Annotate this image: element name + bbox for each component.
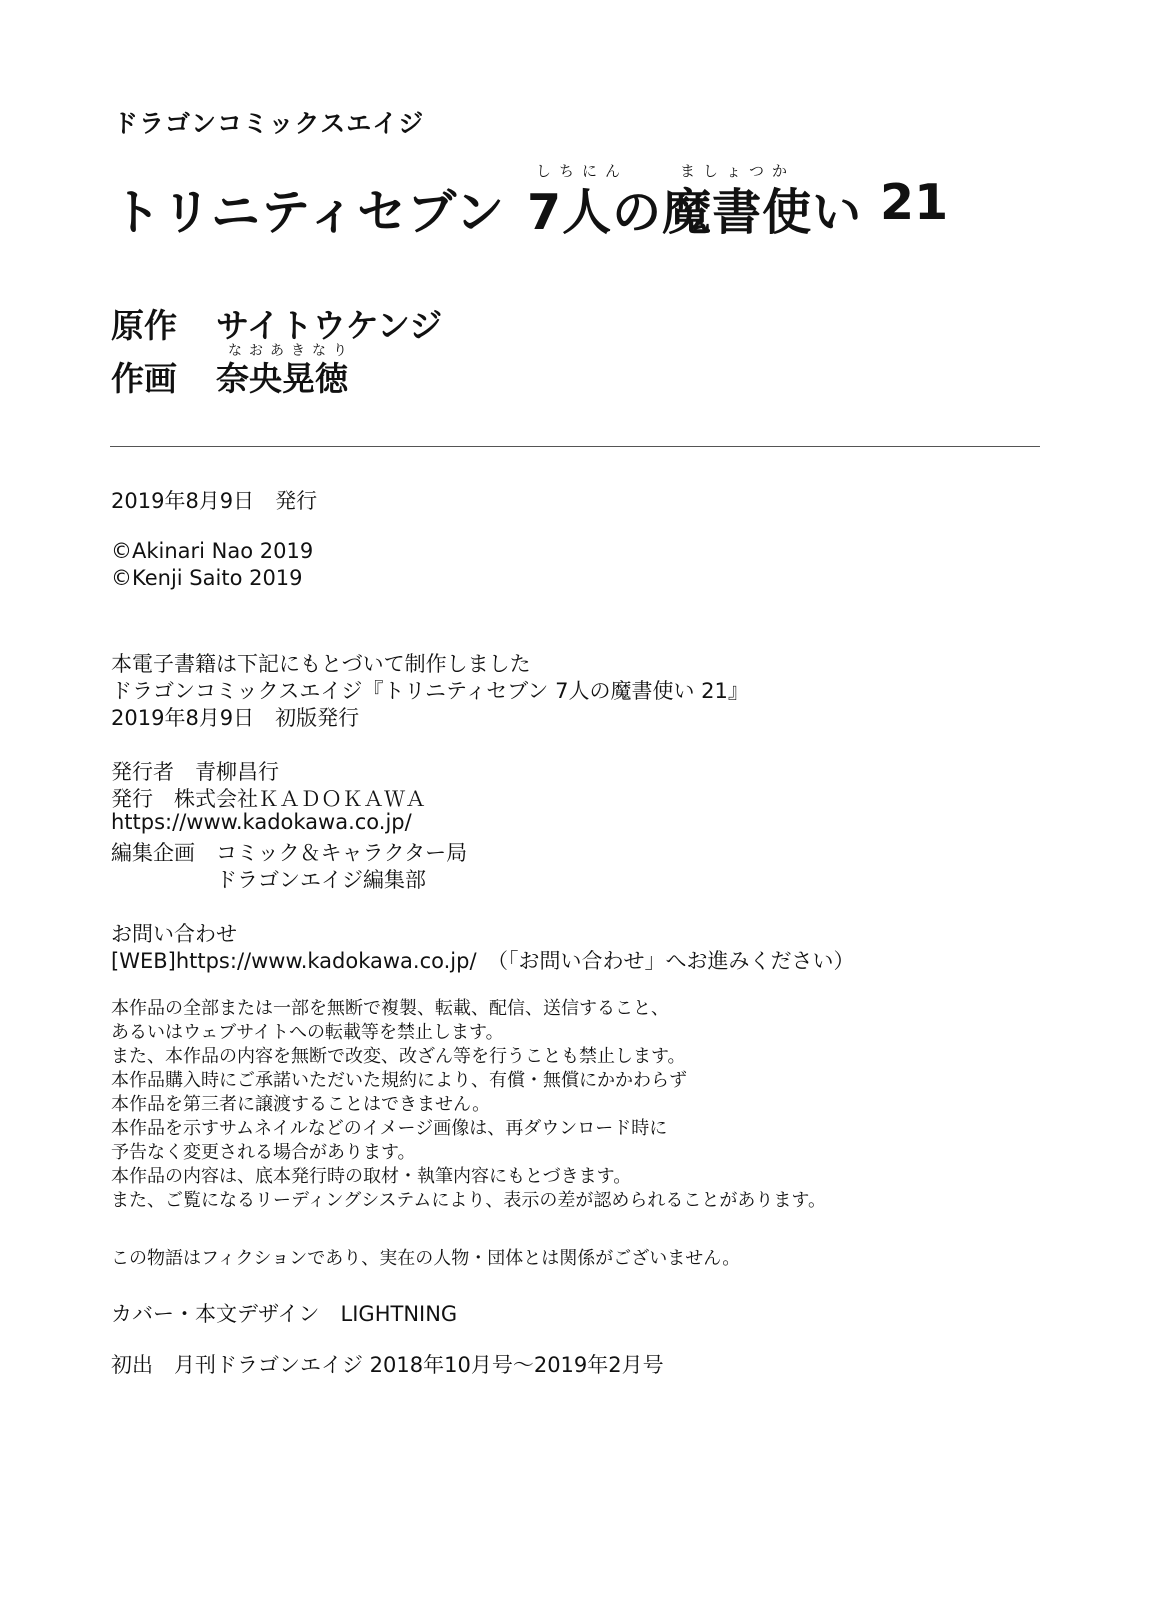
divider-line bbox=[110, 446, 1040, 447]
notice-line: 本作品の全部または一部を無断で複製、転載、配信、送信すること、 bbox=[111, 998, 669, 1019]
title-volume: 21 bbox=[880, 174, 949, 231]
publish-date: 2019年8月9日 発行 bbox=[111, 489, 318, 513]
notice-line: 本作品購入時にご承諾いただいた規約により、有償・無償にかかわらず bbox=[111, 1070, 687, 1091]
series-label: ドラゴンコミックスエイジ bbox=[113, 109, 425, 138]
publisher-line: 発行者 青柳昌行 bbox=[111, 760, 279, 784]
title-main: トリニティセブン bbox=[112, 184, 506, 241]
design-credit: カバー・本文デザイン LIGHTNING bbox=[111, 1302, 458, 1326]
inquiry-label: お問い合わせ bbox=[111, 922, 237, 946]
original-author-name: サイトウケンジ bbox=[216, 306, 443, 345]
notice-line: 本作品を第三者に譲渡することはできません。 bbox=[111, 1094, 491, 1115]
publisher-url[interactable]: https://www.kadokawa.co.jp/ bbox=[111, 810, 412, 834]
first-appearance: 初出 月刊ドラゴンエイジ 2018年10月号～2019年2月号 bbox=[111, 1353, 664, 1377]
original-author-label: 原作 bbox=[111, 306, 177, 345]
fiction-note: この物語はフィクションであり、実在の人物・団体とは関係がございません。 bbox=[111, 1248, 741, 1269]
artist-name: 奈央晃徳 bbox=[216, 359, 348, 398]
title-sub: 7人の魔書使い bbox=[527, 184, 863, 241]
notice-line: 本作品の内容は、底本発行時の取材・執筆内容にもとづきます。 bbox=[111, 1166, 632, 1187]
notice-line: また、ご覧になるリーディングシステムにより、表示の差が認められることがあります。 bbox=[111, 1190, 826, 1211]
notice-line: あるいはウェブサイトへの転載等を禁止します。 bbox=[111, 1022, 504, 1043]
ebook-note-line: ドラゴンコミックスエイジ『トリニティセブン 7人の魔書使い 21』 bbox=[111, 679, 749, 703]
publisher-line: 編集企画 コミック＆キャラクター局 bbox=[111, 841, 468, 865]
notice-line: また、本作品の内容を無断で改変、改ざん等を行うことも禁止します。 bbox=[111, 1046, 686, 1067]
notice-line: 本作品を示すサムネイルなどのイメージ画像は、再ダウンロード時に bbox=[111, 1118, 668, 1139]
publisher-line: 発行 株式会社ＫＡＤＯＫＡＷＡ bbox=[111, 787, 426, 811]
inquiry-web[interactable]: [WEB]https://www.kadokawa.co.jp/ （「お問い合わせ」へお進みください） bbox=[111, 949, 855, 973]
ebook-note-line: 2019年8月9日 初版発行 bbox=[111, 706, 360, 730]
editorial-dept: ドラゴンエイジ編集部 bbox=[216, 868, 426, 892]
copyright-line: ©Kenji Saito 2019 bbox=[111, 566, 303, 590]
title-ruby-mashotsuka: ましょつか bbox=[680, 162, 796, 180]
title-ruby-shichinin: しちにん bbox=[536, 162, 629, 180]
artist-ruby: なおあきなり bbox=[228, 343, 354, 359]
ebook-note-line: 本電子書籍は下記にもとづいて制作しました bbox=[111, 652, 531, 676]
copyright-line: ©Akinari Nao 2019 bbox=[111, 539, 314, 563]
artist-label: 作画 bbox=[111, 359, 177, 398]
notice-line: 予告なく変更される場合があります。 bbox=[111, 1142, 416, 1163]
